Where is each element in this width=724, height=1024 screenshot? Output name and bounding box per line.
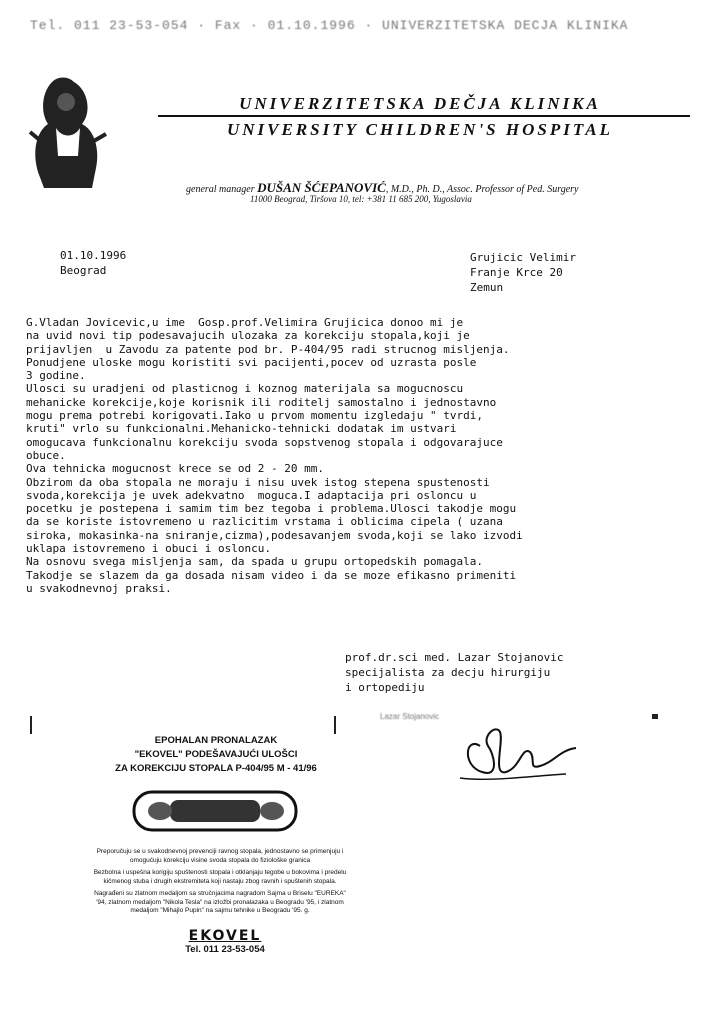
body-line: prijavljen u Zavodu za patente pod br. P-404/95 radi strucnog misljenja. — [26, 342, 510, 356]
recipient-block — [470, 250, 576, 295]
body-line: Takodje se slazem da ga dosada nisam video i da se moze efikasno primeniti — [26, 568, 517, 582]
body-line: Ulosci su uradjeni od plasticnog i koznog materijala sa mogucnoscu — [26, 382, 464, 396]
letter-date: 01.10.1996 — [60, 249, 127, 262]
letter-place: Beograd — [60, 264, 107, 277]
scan-mark — [652, 714, 658, 719]
body-line: da se koriste istovremeno u razlicitim vrstama i oblicima cipela ( uzana — [26, 515, 503, 529]
body-line: obuce. — [26, 448, 66, 462]
recipient-city: Zemun — [470, 281, 504, 294]
signer-name: prof.dr.sci med. Lazar Stojanovic — [345, 651, 564, 664]
letter-body — [26, 316, 706, 595]
body-line: Na osnovu svega misljenja sam, da spada u grupu ortopedskih pomagala. — [26, 555, 483, 569]
ad-heading-3: ZA KOREKCIJU STOPALA P-404/95 M - 41/96 — [115, 763, 317, 774]
body-line: 3 godine. — [26, 369, 86, 383]
manager-label: general manager — [186, 184, 255, 195]
body-line: mehanicke korekcije,koje korisnik ili roditelj samostalno i jednostavno — [26, 395, 497, 409]
scan-mark — [334, 716, 336, 734]
body-line: svoda,korekcija je uvek adekvatno moguca.I adaptacija pri osloncu u — [26, 488, 477, 502]
ad-heading-2: "EKOVEL" PODEŠAVAJUĆI ULOŠCI — [134, 749, 298, 760]
date-block — [60, 248, 126, 278]
ad-paragraph-2: Bezbolna i uspešna korigiju spuštenosti stopala i otklanjaju tegobe u bokovima i predelu kičmenog stuba i drugih ekstremiteta koji nastaju zbog ravnih i spuštenih stopala. — [93, 869, 347, 885]
body-line: u svakodnevnoj praksi. — [26, 581, 172, 595]
body-line: Obzirom da oba stopala ne moraju i nisu uvek istog stepena spustenosti — [26, 475, 490, 489]
manager-name: DUŠAN ŠĆEPANOVIĆ — [257, 180, 386, 195]
ekovel-advertisement — [60, 734, 350, 955]
body-line: G.Vladan Jovicevic,u ime Gosp.prof.Velimira Grujicica donoo mi je — [26, 316, 464, 329]
recipient-name: Grujicic Velimir — [470, 251, 576, 264]
ad-heading-1: EPOHALAN PRONALAZAK — [154, 735, 278, 746]
ad-paragraph-3: Nagrađeni su zlatnom medaljom sa stručnjacima nagradom Sajma u Briselu "EUREKA" '94, zlatnom medaljom "Nikola Tesla" na izložbi pronalazaka u Beogradu '95, i zlatnom medaljom "Mihajlo Pupin" na sajmu tehnike u Beogradu '95. g. — [94, 890, 346, 914]
body-line: na uvid novi tip podesavajucih ulozaka za korekciju stopala,koji je — [26, 329, 470, 343]
hospital-title-serbian: UNIVERZITETSKA DEČJA KLINIKA — [239, 94, 601, 113]
insole-image — [130, 786, 300, 836]
hospital-logo — [22, 72, 112, 190]
signer-specialty: specijalista za decju hirurgiju — [345, 666, 551, 679]
ad-paragraph-1: Preporučuju se u svakodnevnoj prevenciji ravnog stopala, jednostavno se primenjuju i omogućuju korekciju visine svoda stopala do fiziološke granica — [96, 848, 344, 864]
recipient-street: Franje Krce 20 — [470, 266, 563, 279]
letterhead-rule — [158, 115, 690, 117]
fax-header-line: Tel. 011 23-53-054 · Fax · 01.10.1996 · UNIVERZITETSKA DECJA KLINIKA — [30, 18, 629, 33]
ekovel-logo: EKOVEL — [188, 927, 262, 944]
body-line: uklapa istovremeno i obuci i osloncu. — [26, 542, 272, 556]
handwritten-signature — [370, 706, 610, 792]
body-line: siroka, mokasinka-na sniranje,cizma),podesavanjem svoda,koji se lako izvodi — [26, 528, 523, 542]
hospital-title-english: UNIVERSITY CHILDREN'S HOSPITAL — [227, 120, 613, 139]
hospital-address: 11000 Beograd, Tiršova 10, tel: +381 11 685 200, Yugoslavia — [250, 194, 472, 204]
signer-block — [345, 650, 564, 695]
body-line: kruti" vrlo su funkcionalni.Mehanicko-tehnicki dodatak im ustvari — [26, 422, 457, 436]
body-line: Ova tehnicka mogucnost krece se od 2 - 20 mm. — [26, 462, 325, 476]
body-line: omogucava funkcionalnu korekciju svoda sopstvenog stopala i odgovarajuce — [26, 435, 503, 449]
ad-phone: Tel. 011 23-53-054 — [185, 943, 265, 955]
body-line: Ponudjene uloske mogu koristiti svi pacijenti,pocev od uzrasta posle — [26, 355, 477, 369]
scan-mark — [30, 716, 32, 734]
body-line: pocetku je postepena i samim tim bez tegoba i problema.Ulosci takodje mogu — [26, 502, 517, 516]
signature-small-text: Lazar Stojanovic — [380, 712, 440, 721]
body-line: mogu prema potrebi korigovati.Iako u prvom momentu izgledaju " tvrdi, — [26, 409, 483, 423]
signer-specialty-2: i ortopediju — [345, 681, 425, 694]
manager-title: , M.D., Ph. D., Assoc. Professor of Ped. Surgery — [385, 184, 579, 195]
